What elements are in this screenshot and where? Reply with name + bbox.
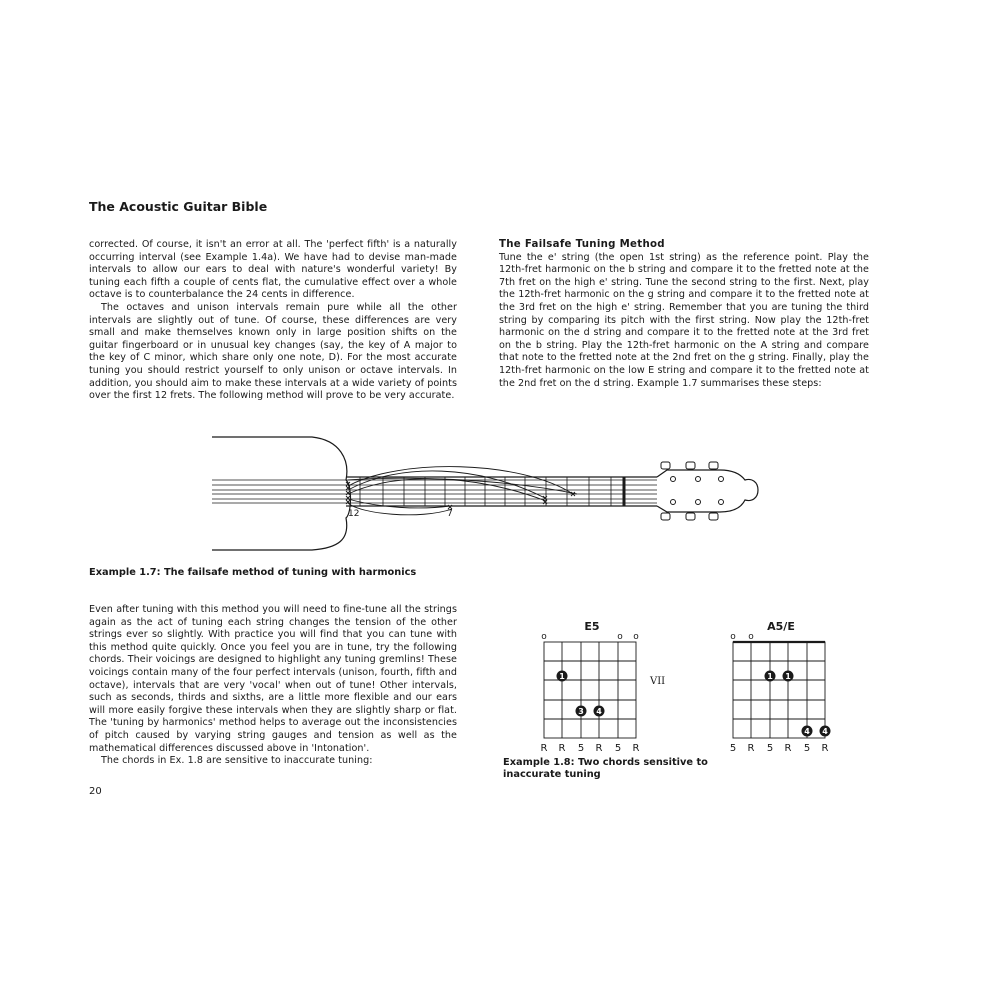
interval-label: R [595,743,603,754]
chord-diagram-e5 [541,620,666,754]
open-string-marker: o [730,632,736,642]
finger-number: 4 [596,707,602,716]
finger-number: 1 [785,672,791,681]
chord-name: E5 [584,620,600,633]
section-heading: The Failsafe Tuning Method [499,239,665,250]
open-string-marker: o [541,632,547,642]
chord-name: A5/E [767,620,795,633]
fretboard-grid [544,642,636,738]
interval-label: 5 [614,743,622,754]
interval-label: R [540,743,548,754]
interval-label: R [747,743,755,754]
position-marker: VII [650,676,666,687]
interval-label: 5 [577,743,585,754]
finger-number: 4 [822,727,828,736]
finger-number: 4 [804,727,810,736]
open-string-marker: o [748,632,754,642]
interval-label: R [784,743,792,754]
interval-label: R [632,743,640,754]
interval-label: 5 [803,743,811,754]
paragraph: Even after tuning with this method you will need to fine-tune all the strings again as the act of tuning each string changes the tension of the other strings ever so slightly. With practice you will find that you can tune with this method quite quickly. Once you feel you are in tune, try the following chords. Their voicings are designed to highlight any tuning gremlins! These voicings contain many of the four perfect intervals (unison, fourth, fifth and octave), intervals that are very 'vocal' when out of tune! Other intervals, such as seconds, thirds and sixths, are a little more flexible and our ears will more easily forgive these intervals when they are slightly sharp or flat. The 'tuning by harmonics' method helps to average out the inconsistencies of pitch caused by varying string gauges and tension as well as the mathematical differences discussed above in 'Intonation'. [89,604,457,754]
fret-number-label: 7 [447,509,453,519]
finger-number: 1 [559,672,565,681]
running-header: The Acoustic Guitar Bible [89,199,268,214]
open-string-marker: o [617,632,623,642]
finger-number: 1 [767,672,773,681]
interval-label: 5 [729,743,737,754]
paragraph: The chords in Ex. 1.8 are sensitive to inaccurate tuning: [101,755,373,767]
paragraph: corrected. Of course, it isn't an error at all. The 'perfect fifth' is a naturally occurring interval (see Example 1.4a). We have had to devise man-made intervals to allow our ears to deal with nature's wonderful variety! By tuning each fifth a couple of cents flat, the cumulative effect over a whole octave is to counterbalance the 24 cents in difference. [89,239,457,301]
open-string-marker: o [633,632,639,642]
interval-label: R [821,743,829,754]
interval-label: 5 [766,743,774,754]
figure-caption: Example 1.8: Two chords sensitive to inaccurate tuning [503,757,708,780]
fret-number-label: 12 [348,509,360,519]
chord-diagram-a5-e [730,620,831,754]
figure-caption: Example 1.7: The failsafe method of tuning with harmonics [89,567,417,578]
interval-label: R [558,743,566,754]
paragraph: The octaves and unison intervals remain pure while all the other intervals are slightly out of tune. Of course, these differences are very small and make themselves known only in large position shifts on the guitar fingerboard or in unusual key changes (say, the key of A major to the key of C minor, which share only one note, D). For the most accurate tuning you should restrict yourself to only unison or octave intervals. In addition, you should aim to make these intervals at a wide variety of points over the first 12 frets. The following method will prove to be very accurate. [89,301,457,402]
fretboard-grid [733,642,825,738]
finger-number: 3 [578,707,584,716]
page-number: 20 [89,786,102,797]
paragraph: Tune the e' string (the open 1st string) as the reference point. Play the 12th-fret harmonic on the b string and compare it to the fretted note at the 7th fret on the high e' string. Tune the second string to the first. Next, play the 12th-fret harmonic on the g string and compare it to the fretted note at the 3rd fret on the high e' string. Remember that you are tuning the third string by comparing its pitch with the first string. Now play the 12th-fret harmonic on the d string and compare it to the fretted note at the 3rd fret on the b string. Play the 12th-fret harmonic on the A string and compare that note to the fretted note at the 2nd fret on the g string. Finally, play the 12th-fret harmonic on the low E string and compare it to the fretted note at the 2nd fret on the d string. Example 1.7 summarises these steps: [499,251,869,389]
